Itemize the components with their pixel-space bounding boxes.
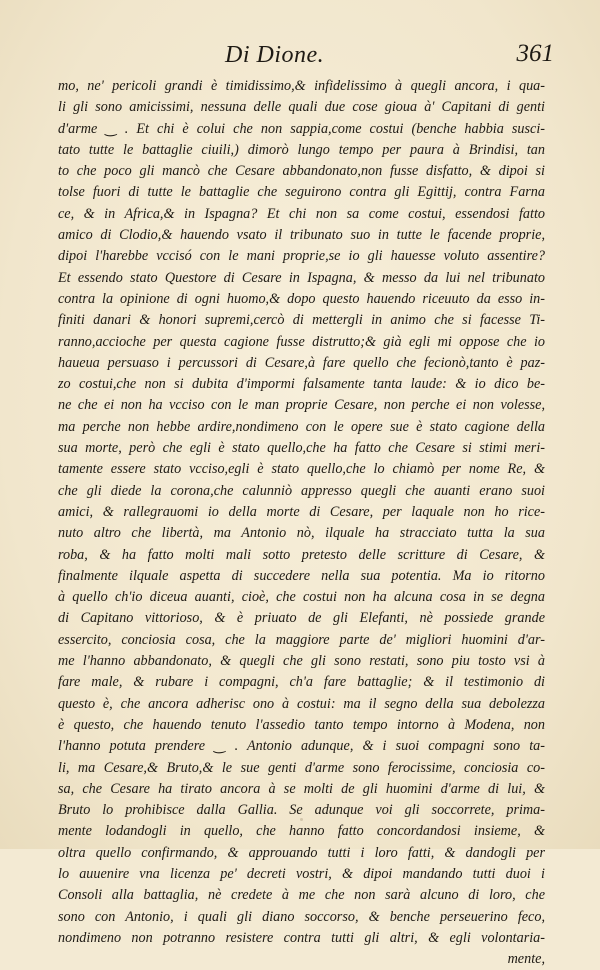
catchword: mente,	[507, 951, 545, 968]
text-line: dipoi l'harebbe vccisó con le mani proprie,se io gli hauesse voluto assentire?	[58, 248, 545, 265]
text-line: haueua persuaso i percussori di Cesare,à fare quello che fecionò,tanto è paz-	[58, 354, 545, 371]
text-line: essercito, conciosia cosa, che la maggiore parte de' migliori huomini d'ar-	[58, 631, 545, 648]
text-line: tolse fuori di tutte le battaglie che seguirono contra gli Egittij, contra Farna	[58, 184, 545, 201]
text-line: contra la opinione di ogni huomo,& dopo questo hauendo riceuuto da esso in-	[58, 290, 545, 307]
text-line: li, ma Cesare,& Bruto,& le sue genti d'arme sono ferocissime, conciosia co-	[58, 759, 545, 776]
text-line: Consoli alla battaglia, nè credete à me che non sarà alcuno di loro, che	[58, 887, 545, 904]
running-title: Di Dione.	[225, 42, 325, 68]
text-line: di Capitano vittorioso, & è priuato de gli Elefanti, nè possiede grande	[58, 610, 545, 627]
text-line: nuto altro che libertà, ma Antonio nò, ilquale ha stracciato tutta la sua	[58, 525, 545, 542]
text-line: Bruto lo prohibisce dalla Gallia. Se adunque voi gli soccorrete, prima-	[58, 802, 545, 819]
text-line: è questo, che hauendo tenuto l'assedio tanto tempo intorno à Modena, non	[58, 716, 545, 733]
text-line: questo è, che ancora adherisc ono à costui: ma il segno della sua debolezza	[58, 695, 545, 712]
text-line: roba, & ha fatto molti mali sotto pretesto delle scritture di Cesare, &	[58, 546, 545, 563]
text-line: amici, & rallegrauomi io della morte di Cesare, per laquale non ho rice-	[58, 503, 545, 520]
text-line: fare male, & rubare i compagni, ch'a fare battaglie; & il testimonio di	[58, 674, 545, 691]
text-line: lo auuenire vna licenza pe' decreti vostri, & dipoi mandando tutti duoi i	[58, 865, 545, 882]
text-line: sa, che Cesare ha tirato ancora à se molti de gli huomini d'arme di lui, &	[58, 780, 545, 797]
text-line: me l'hanno abbandonato, & quegli che gli sono restati, sono piu tosto vsi à	[58, 653, 545, 670]
text-line: ranno,accioche per questa cagione fusse distrutto;& già egli mi oppose che io	[58, 333, 545, 350]
text-line: l'hanno potuta prendere ‿ . Antonio adunque, & i suoi compagni sono ta-	[58, 738, 545, 755]
text-line: nondimeno non potranno resistere contra tutti gli altri, & egli volontaria-	[58, 929, 545, 946]
text-line: mo, ne' pericoli grandi è timidissimo,& infidelissimo à quegli ancora, i qua-	[58, 78, 545, 94]
text-line: Et essendo stato Questore di Cesare in Ispagna, & messo da lui nel tribunato	[58, 269, 545, 286]
text-line: sua morte, però che egli è stato quello,che ha fatto che Cesare si stimi meri-	[58, 440, 545, 457]
text-line: ma perche non hebbe ardire,nondimeno con le opere sue è stato cagione della	[58, 418, 545, 435]
paper-speck	[140, 790, 143, 793]
text-line: tamente essere stato vcciso,egli è stato quello,che lo chiamò per nome Re, &	[58, 461, 545, 478]
text-line: amico di Clodio,& hauendo vsato il tribunato suo in tutte le facende proprie,	[58, 227, 545, 244]
page-number: 361	[516, 40, 554, 67]
text-line: sono con Antonio, i quali gli diano soccorso, & benche perseuerino feco,	[58, 908, 545, 925]
text-line: finalmente ilquale aspetta di succedere nella sua potentia. Ma io ritorno	[58, 567, 545, 584]
text-line: li gli sono amicissimi, nessuna delle quali due cose gioua à' Capitani di genti	[58, 99, 545, 116]
text-line: che gli diede la corona,che calunniò appresso quegli che auanti erano suoi	[58, 482, 545, 499]
text-line: to che poco gli mancò che Cesare abbandonato,non fusse disfatto, & dipoi si	[58, 163, 545, 180]
text-line: ce, & in Africa,& in Ispagna? Et chi non sa come costui, essendosi fatto	[58, 205, 545, 222]
text-line: oltra quello confirmando, & approuando tutti i loro fatti, & dandogli per	[58, 844, 545, 861]
paper-speck	[300, 818, 303, 821]
text-line: zo costui,che non si dubita d'impormi falsamente tanta laude: & io dico be-	[58, 376, 545, 393]
text-line: ne che ei non ha vcciso con le man proprie Cesare, non perche ei non volesse,	[58, 397, 545, 414]
text-line: finiti danari & honori supremi,cercò di mettergli in animo che si facesse Ti-	[58, 312, 545, 329]
text-line: tato tutte le battaglie ciuili,) dimorò lungo tempo per paura à Brindisi, tan	[58, 141, 545, 158]
text-line: à quello ch'io diceua auanti, cioè, che costui non ha alcuna cosa in se degna	[58, 589, 545, 606]
text-line: mente lodandogli in quello, che hanno fatto concordandosi insieme, &	[58, 823, 545, 840]
text-line: d'arme ‿ . Et chi è colui che non sappia,come costui (benche habbia susci-	[58, 120, 545, 137]
page-header	[50, 40, 560, 70]
body-text	[58, 76, 545, 970]
